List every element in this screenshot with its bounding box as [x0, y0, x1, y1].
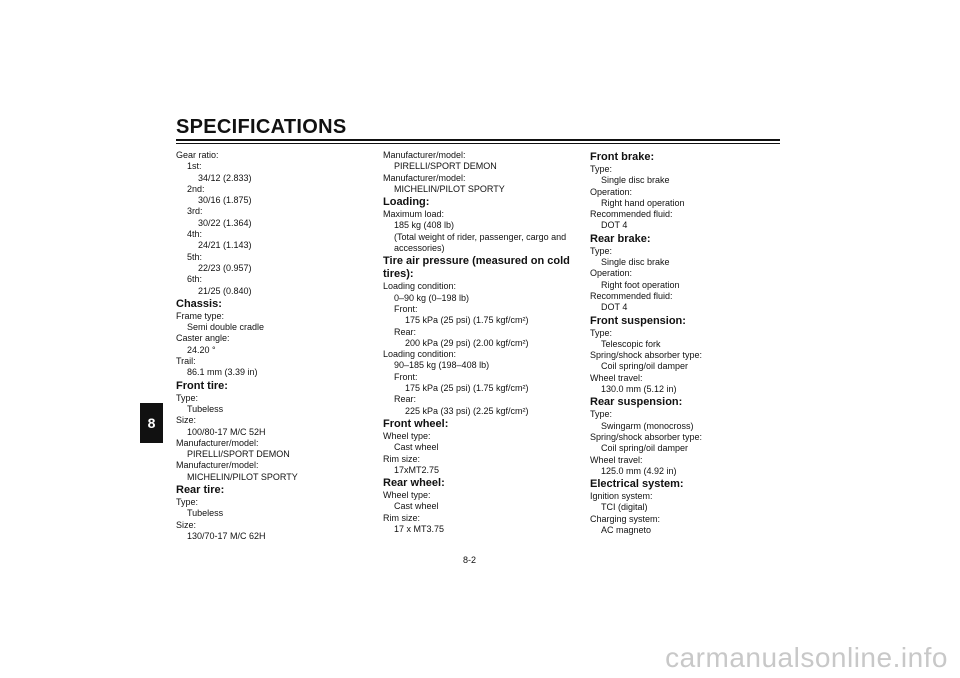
header-rule-thick: [176, 139, 780, 141]
spec-line: Cast wheel: [394, 501, 439, 512]
spec-line: (Total weight of rider, passenger, cargo and accessories): [394, 231, 567, 254]
section-heading: Rear suspension:: [590, 396, 683, 409]
section-heading: Front wheel:: [383, 417, 449, 430]
spec-line: Coil spring/oil damper: [601, 443, 689, 454]
section-heading: Front tire:: [176, 379, 228, 392]
spec-line: Telescopic fork: [601, 338, 661, 349]
spec-line: 100/80-17 M/C 52H: [187, 426, 266, 437]
spec-line: Caster angle:: [176, 333, 230, 344]
section-heading: Tire air pressure (measured on cold tires):: [383, 255, 570, 281]
spec-line: Recommended fluid:: [590, 209, 673, 220]
header-rule-thin: [176, 143, 780, 144]
spec-line: Wheel type:: [383, 490, 431, 501]
spec-line: 130.0 mm (5.12 in): [601, 384, 677, 395]
spec-line: 225 kPa (33 psi) (2.25 kgf/cm²): [405, 405, 529, 416]
section-heading: Front brake:: [590, 151, 655, 163]
spec-line: Right hand operation: [601, 197, 685, 208]
spec-line: Rear:: [394, 326, 417, 337]
spec-line: Loading condition:: [383, 281, 457, 292]
spec-line: 86.1 mm (3.39 in): [187, 367, 258, 378]
spec-line: Maximum load:: [383, 209, 445, 220]
section-heading: Electrical system:: [590, 478, 684, 491]
spec-line: 3rd:: [187, 206, 203, 217]
spec-line: 1st:: [187, 161, 202, 172]
spec-line: Type:: [590, 327, 613, 338]
spec-line: 34/12 (2.833): [198, 172, 252, 183]
spec-line: Frame type:: [176, 310, 225, 321]
spec-line: DOT 4: [601, 302, 628, 313]
spec-line: 5th:: [187, 251, 203, 262]
section-heading: Rear wheel:: [383, 477, 445, 490]
page-title: SPECIFICATIONS: [176, 116, 347, 138]
spec-line: Type:: [590, 164, 613, 174]
spec-line: DOT 4: [601, 220, 628, 231]
spec-line: Spring/shock absorber type:: [590, 350, 703, 361]
spec-line: Manufacturer/model:: [383, 172, 466, 183]
spec-line: Type:: [176, 497, 199, 508]
spec-line: Tubeless: [187, 508, 224, 519]
spec-line: Type:: [176, 392, 199, 403]
spec-line: 185 kg (408 lb): [394, 220, 455, 231]
spec-line: Front:: [394, 371, 418, 382]
spec-line: Spring/shock absorber type:: [590, 431, 703, 442]
spec-line: 17 x MT3.75: [394, 524, 445, 535]
spec-line: Single disc brake: [601, 175, 670, 186]
section-heading: Loading:: [383, 196, 430, 209]
spec-line: Single disc brake: [601, 257, 670, 268]
section-heading: Rear brake:: [590, 232, 651, 245]
spec-line: 0–90 kg (0–198 lb): [394, 292, 470, 303]
spec-column-2: [383, 150, 583, 535]
spec-line: 175 kPa (25 psi) (1.75 kgf/cm²): [405, 315, 529, 326]
spec-line: Swingarm (monocross): [601, 420, 694, 431]
section-heading: Front suspension:: [590, 314, 686, 327]
spec-line: 4th:: [187, 229, 203, 240]
spec-line: 17xMT2.75: [394, 464, 440, 475]
spec-line: 175 kPa (25 psi) (1.75 kgf/cm²): [405, 383, 529, 394]
spec-line: 2nd:: [187, 183, 205, 194]
spec-line: Wheel travel:: [590, 372, 643, 383]
spec-line: PIRELLI/SPORT DEMON: [394, 161, 497, 172]
spec-line: 24.20 °: [187, 344, 216, 355]
section-heading: Rear tire:: [176, 484, 225, 497]
spec-line: Right foot operation: [601, 279, 680, 290]
page-number: 8-2: [463, 555, 477, 565]
spec-line: Coil spring/oil damper: [601, 361, 689, 372]
spec-line: Size:: [176, 415, 197, 426]
spec-line: Manufacturer/model:: [383, 150, 466, 160]
spec-line: Rear:: [394, 394, 417, 405]
section-heading: Chassis:: [176, 297, 222, 310]
spec-line: MICHELIN/PILOT SPORTY: [187, 471, 298, 482]
spec-line: MICHELIN/PILOT SPORTY: [394, 183, 505, 194]
spec-line: 24/21 (1.143): [198, 240, 252, 251]
spec-line: Tubeless: [187, 403, 224, 414]
spec-line: 90–185 kg (198–408 lb): [394, 360, 490, 371]
spec-line: Wheel travel:: [590, 454, 643, 465]
spec-line: 30/16 (1.875): [198, 195, 252, 206]
spec-line: Size:: [176, 519, 197, 530]
spec-line: 130/70-17 M/C 62H: [187, 530, 266, 541]
spec-line: Recommended fluid:: [590, 290, 673, 301]
spec-line: Rim size:: [383, 512, 421, 523]
section-tab: 8: [140, 403, 163, 443]
spec-line: 6th:: [187, 274, 203, 285]
spec-line: Rim size:: [383, 453, 421, 464]
spec-line: Manufacturer/model:: [176, 437, 259, 448]
spec-line: Charging system:: [590, 513, 661, 524]
spec-line: Manufacturer/model:: [176, 460, 259, 471]
spec-line: Operation:: [590, 186, 633, 197]
spec-line: Trail:: [176, 356, 196, 367]
spec-line: AC magneto: [601, 525, 652, 536]
spec-line: 30/22 (1.364): [198, 217, 252, 228]
spec-column-1: [176, 150, 376, 542]
spec-line: Semi double cradle: [187, 322, 265, 333]
spec-line: Gear ratio:: [176, 150, 219, 160]
spec-line: Ignition system:: [590, 491, 653, 502]
spec-line: TCI (digital): [601, 502, 648, 513]
spec-line: Wheel type:: [383, 430, 431, 441]
spec-column-3: [590, 150, 790, 536]
spec-line: Type:: [590, 245, 613, 256]
spec-line: Front:: [394, 303, 418, 314]
spec-line: Loading condition:: [383, 349, 457, 360]
spec-line: 21/25 (0.840): [198, 285, 252, 296]
spec-line: Type:: [590, 409, 613, 420]
spec-line: 22/23 (0.957): [198, 262, 252, 273]
spec-line: PIRELLI/SPORT DEMON: [187, 449, 290, 460]
spec-line: Cast wheel: [394, 442, 439, 453]
watermark: carmanualsonline.info: [665, 642, 948, 673]
spec-line: 200 kPa (29 psi) (2.00 kgf/cm²): [405, 337, 529, 348]
spec-line: 125.0 mm (4.92 in): [601, 465, 677, 476]
spec-line: Operation:: [590, 268, 633, 279]
